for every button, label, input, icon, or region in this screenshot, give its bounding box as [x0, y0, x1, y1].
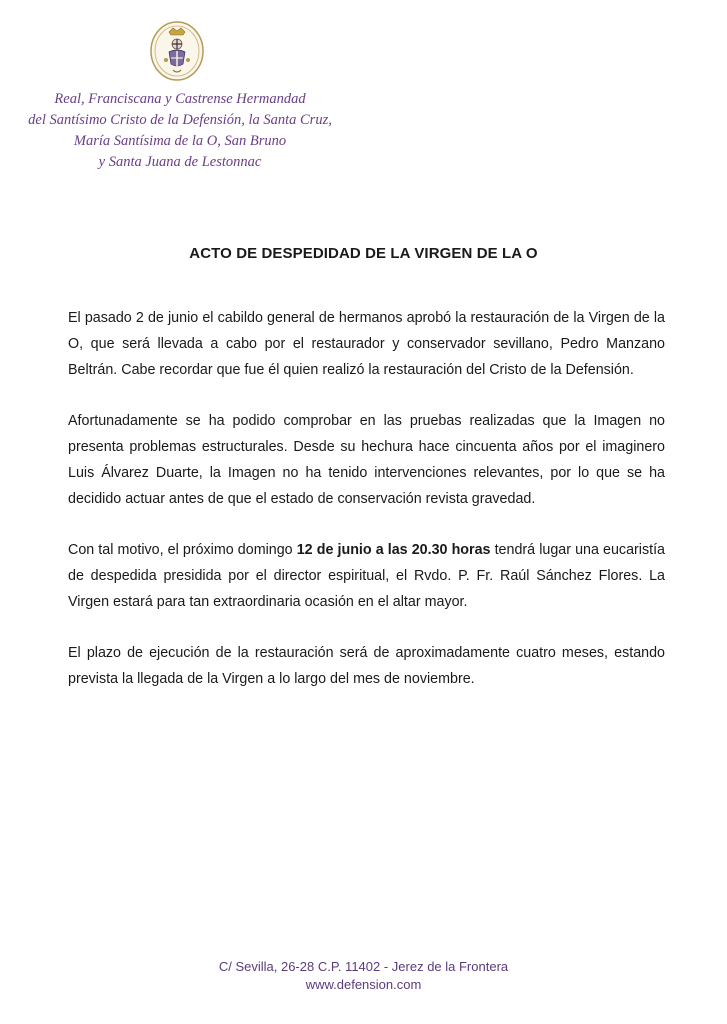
- paragraph-4: El plazo de ejecución de la restauración será de aproximadamente cuatro meses, estando prevista la llegada de la Virgen a lo largo del mes de noviembre.: [68, 645, 665, 687]
- event-date-time: 12 de junio a las 20.30 horas: [296, 542, 491, 558]
- footer-address: C/ Sevilla, 26-28 C.P. 11402 - Jerez de la Frontera: [218, 959, 509, 974]
- brotherhood-name-line-1: Real, Franciscana y Castrense Hermandad: [54, 91, 306, 107]
- paragraph-1: El pasado 2 de junio el cabildo general de hermanos aprobó la restauración de la Virgen de la O, que será llevada a cabo por el restaurador y conservador sevillano, Pedro Manzano Beltrán. Cabe recordar que fue él quien realizó la restauración del Cristo de la Defensión.: [68, 310, 665, 378]
- footer: [0, 958, 727, 994]
- footer-website: www.defension.com: [305, 977, 422, 992]
- paragraph-2: Afortunadamente se ha podido comprobar en las pruebas realizadas que la Imagen no presenta problemas estructurales. Desde su hechura hace cincuenta años por el imaginero Luis Álvarez Duarte, la Imagen no ha tenido intervenciones relevantes, por lo que se ha decidido actuar antes de que el estado de conservación revista gravedad.: [68, 413, 665, 507]
- brotherhood-name-line-2: del Santísimo Cristo de la Defensión, la Santa Cruz,: [28, 112, 332, 128]
- paragraph-3-rest: tendrá lugar una eucaristía de despedida presidida por el director espiritual, el Rvdo. P. Fr. Raúl Sánchez Flores. La Virgen estará para tan extraordinaria ocasión en el altar mayor.: [68, 542, 665, 610]
- brotherhood-crest-icon: [149, 20, 205, 82]
- brotherhood-name: [0, 89, 360, 173]
- brotherhood-name-line-4: y Santa Juana de Lestonnac: [98, 154, 262, 170]
- document-body: [68, 305, 665, 717]
- document-title: ACTO DE DESPEDIDAD DE LA VIRGEN DE LA O: [189, 245, 538, 262]
- paragraph-3-intro: Con tal motivo, el próximo domingo: [68, 542, 297, 558]
- paragraph-3: [68, 537, 665, 615]
- brotherhood-name-line-3: María Santísima de la O, San Bruno: [73, 133, 287, 149]
